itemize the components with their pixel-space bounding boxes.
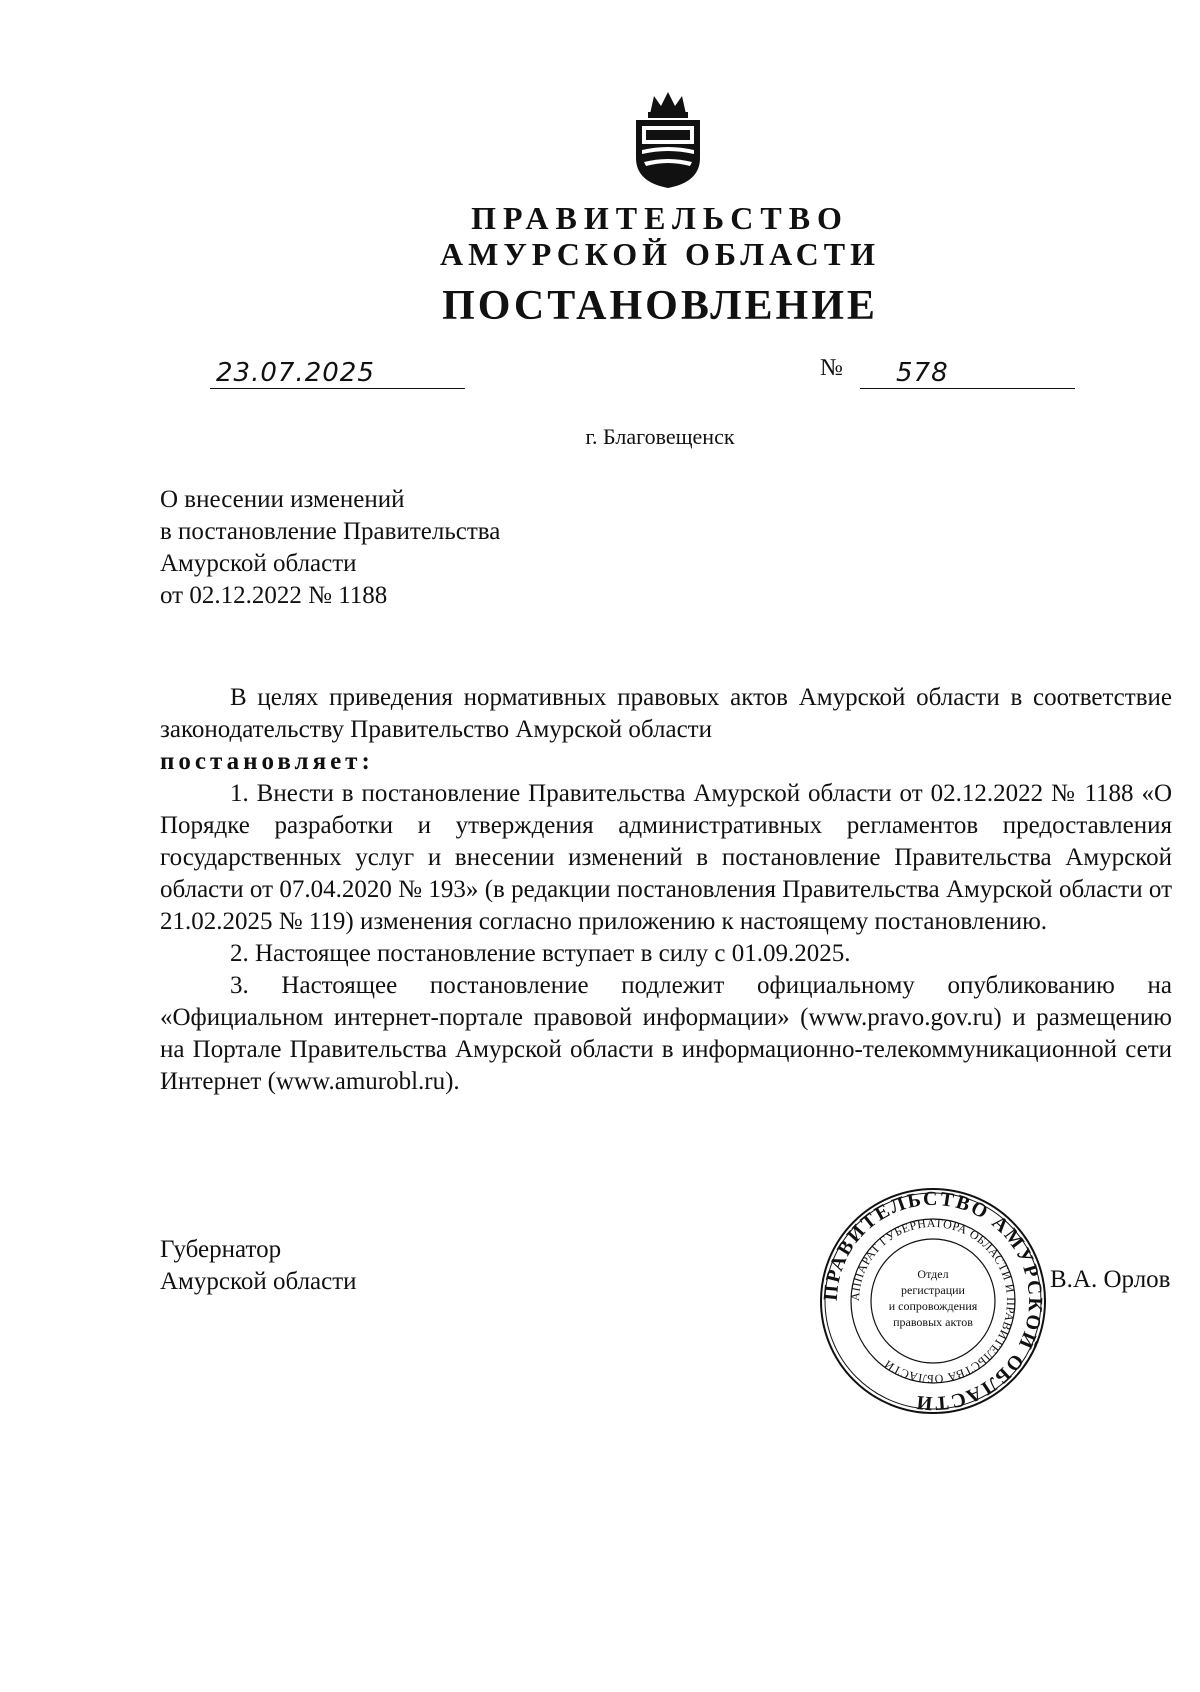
preamble-paragraph: В целях приведения нормативных правовых актов Амурской области в соответствие законодательству Правительство Амурской области (160, 684, 1172, 743)
document-body (160, 682, 1172, 1098)
stamp-outer-text: ПРАВИТЕЛЬСТВО АМУРСКОЙ ОБЛАСТИ (819, 1187, 1047, 1415)
signatory-title-line: Губернатор (160, 1236, 282, 1263)
item-paragraph: 2. Настоящее постановление вступает в силу с 01.09.2025. (230, 940, 851, 967)
signatory-title-line: Амурской области (160, 1268, 357, 1295)
subject-line: Амурской области (160, 550, 357, 577)
date-field (210, 358, 465, 389)
stamp-middle-text: АППАРАТ ГУБЕРНАТОРА ОБЛАСТИ И ПРАВИТЕЛЬСТВА ОБЛАСТИ (847, 1215, 1019, 1387)
stamp-center-line: регистрации (901, 1283, 965, 1297)
item-paragraph: 1. Внести в постановление Правительства Амурской области от 02.12.2022 № 1188 «О Порядке разработки и утверждения административных регламентов предоставления государственных услуг и внесении изменений в постановление Правительства Амурской области от 07.04.2020 № 193» (в редакции постановления Правительства Амурской области от 21.02.2025 № 119) изменения согласно приложению к настоящему постановлению. (160, 780, 1172, 935)
handwritten-number: 578 (896, 358, 949, 388)
subject-line: О внесении изменений (160, 486, 405, 513)
stamp-center-line: правовых актов (893, 1315, 973, 1329)
document-subject (160, 484, 500, 612)
stamp-center-line: Отдел (917, 1267, 949, 1281)
organization-name-line2: АМУРСКОЙ ОБЛАСТИ (440, 236, 880, 272)
document-type-title: ПОСТАНОВЛЕНИЕ (442, 283, 878, 329)
subject-line: в постановление Правительства (160, 518, 501, 545)
coat-of-arms-icon (628, 88, 708, 190)
signatory-name: В.А. Орлов (1050, 1266, 1171, 1293)
stamp-center-line: и сопровождения (888, 1299, 978, 1313)
official-stamp-icon (818, 1186, 1048, 1416)
resolves-keyword: постановляет: (160, 748, 374, 775)
signatory-title (160, 1234, 357, 1298)
number-field (860, 358, 1075, 389)
subject-line: от 02.12.2022 № 1188 (160, 582, 388, 609)
handwritten-date: 23.07.2025 (216, 358, 375, 388)
city-name: г. Благовещенск (585, 424, 735, 449)
item-paragraph: 3. Настоящее постановление подлежит официальному опубликованию на «Официальном интернет-портале правовой информации» (www.pravo.gov.ru) и размещению на Портале Правительства Амурской области в информационно-телекоммуникационной сети Интернет (www.amurobl.ru). (160, 972, 1172, 1095)
organization-name-line1: ПРАВИТЕЛЬСТВО (471, 200, 849, 236)
number-sign: № (820, 355, 843, 381)
